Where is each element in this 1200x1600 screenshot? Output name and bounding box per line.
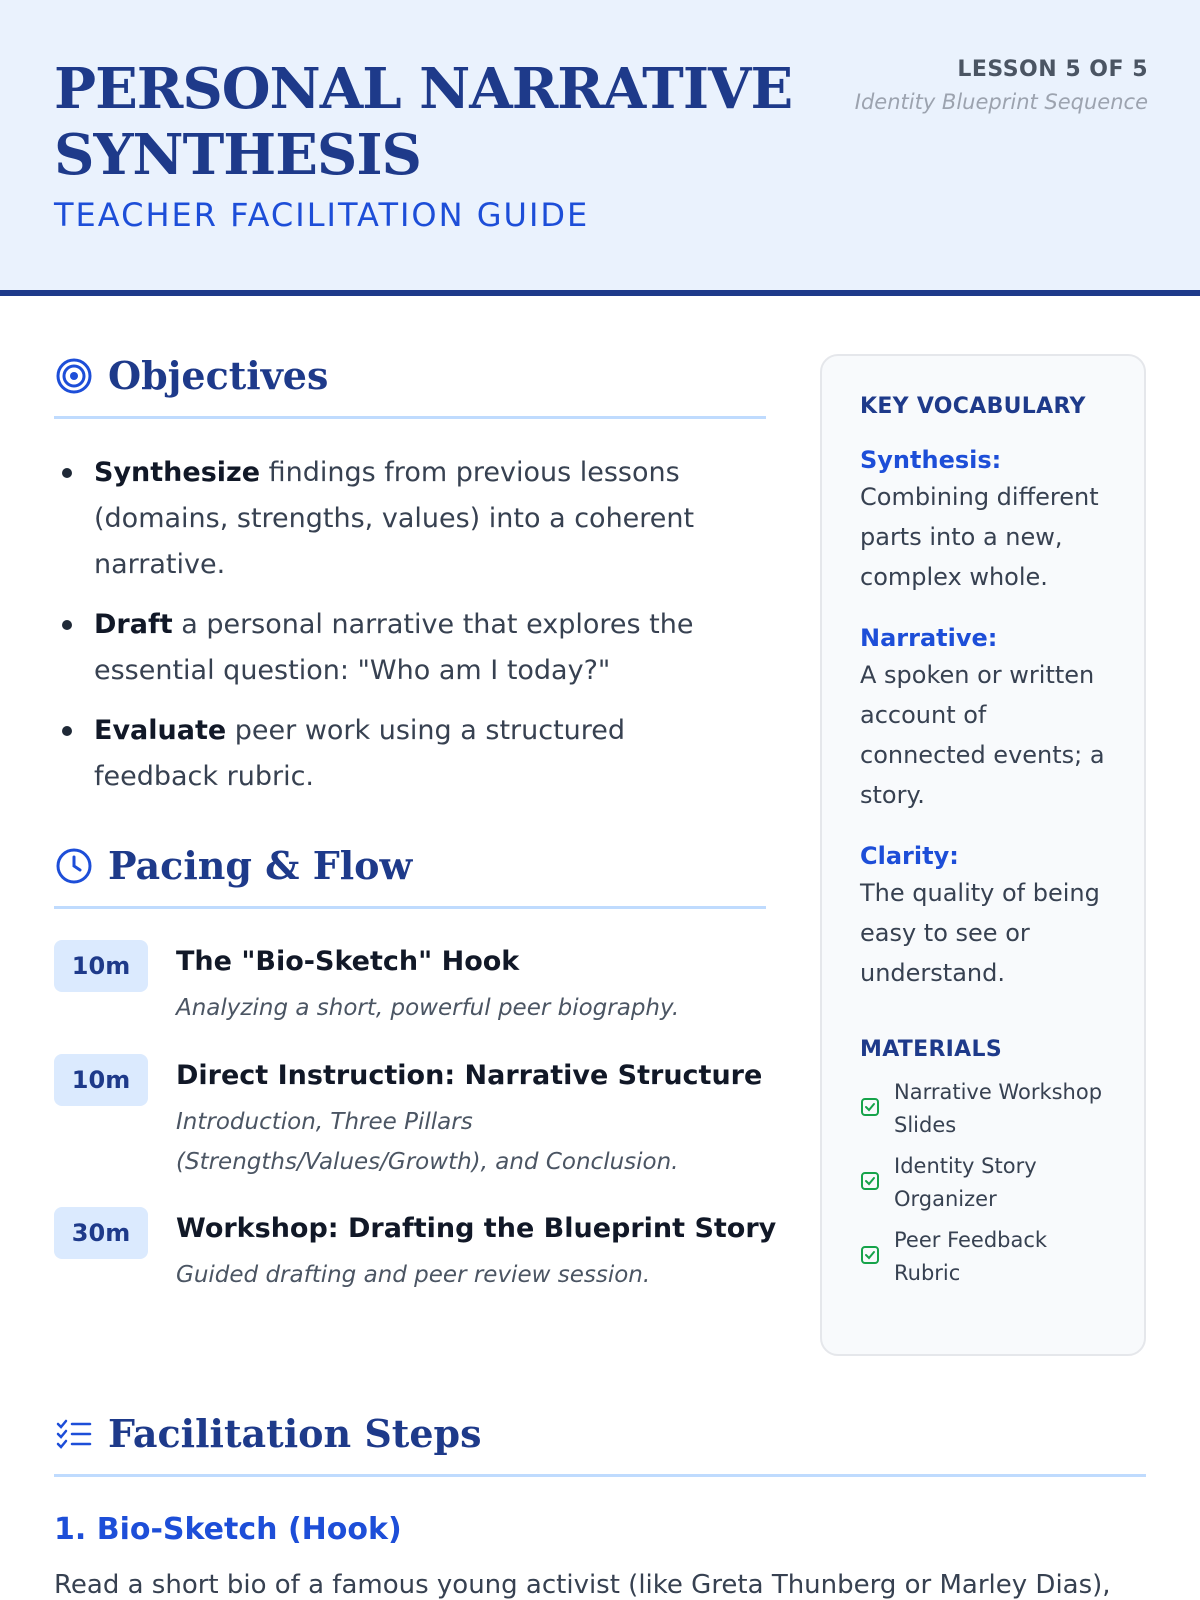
materials-heading: MATERIALS [860,1037,1002,1062]
facilitation-title: Facilitation Steps [108,1411,482,1456]
material-label: Peer Feedback Rubric [894,1228,1048,1285]
pacing-item-description: Analyzing a short, powerful peer biography. [176,995,680,1021]
material-item [860,1076,1106,1142]
vocab-term: Narrative: [860,624,998,652]
objective-item: Evaluate peer work using a structured feedback rubric. [54,708,754,800]
objective-item: Synthesize findings from previous lessons (domains, strengths, values) into a coherent narrative. [54,450,754,588]
sidebar-panel [820,354,1146,1356]
pacing-item-title: Direct Instruction: Narrative Structure [176,1060,763,1091]
pacing-title: Pacing & Flow [108,843,413,888]
page-title: PERSONAL NARRATIVE SYNTHESIS [54,56,793,188]
vocab-definition: A spoken or written account of connected events; a story. [860,661,1105,809]
page-header [0,0,1200,296]
lesson-sequence: Identity Blueprint Sequence [854,90,1148,114]
target-icon [54,356,94,396]
pacing-item-description: Introduction, Three Pillars (Strengths/Values/Growth), and Conclusion. [176,1109,679,1175]
pacing-header [54,842,766,909]
lesson-meta [848,54,1148,119]
duration-badge: 10m [54,940,148,992]
vocab-heading: KEY VOCABULARY [860,394,1086,419]
pacing-item-description: Guided drafting and peer review session. [176,1262,651,1288]
material-item [860,1224,1106,1290]
material-item [860,1150,1106,1216]
lesson-number: LESSON 5 OF 5 [957,57,1148,82]
clock-icon [54,846,94,886]
checkbox-icon [860,1097,880,1121]
pacing-item-title: The "Bio-Sketch" Hook [176,946,520,977]
vocab-definition: The quality of being easy to see or understand. [860,879,1100,987]
material-label: Narrative Workshop Slides [894,1080,1103,1137]
checkbox-icon [860,1245,880,1269]
objectives-header [54,352,766,419]
vocab-term: Synthesis: [860,446,1002,474]
step-text: Read a short bio of a famous young activist (like Greta Thunberg or Marley Dias), [54,1570,1111,1600]
material-label: Identity Story Organizer [894,1154,1037,1211]
pacing-item-title: Workshop: Drafting the Blueprint Story [176,1213,777,1244]
objective-item: Draft a personal narrative that explores the essential question: "Who am I today?" [54,602,754,694]
checkbox-icon [860,1171,880,1195]
checklist-icon [54,1414,94,1454]
duration-badge: 10m [54,1054,148,1106]
facilitation-header [54,1410,1146,1477]
step-heading: 1. Bio-Sketch (Hook) [54,1512,402,1547]
page-subtitle: TEACHER FACILITATION GUIDE [54,196,590,234]
objectives-title: Objectives [108,353,329,398]
vocab-definition: Combining different parts into a new, complex whole. [860,483,1099,591]
vocab-term: Clarity: [860,842,959,870]
materials-list [860,1076,1106,1290]
duration-badge: 30m [54,1207,148,1259]
objectives-list [54,450,754,814]
